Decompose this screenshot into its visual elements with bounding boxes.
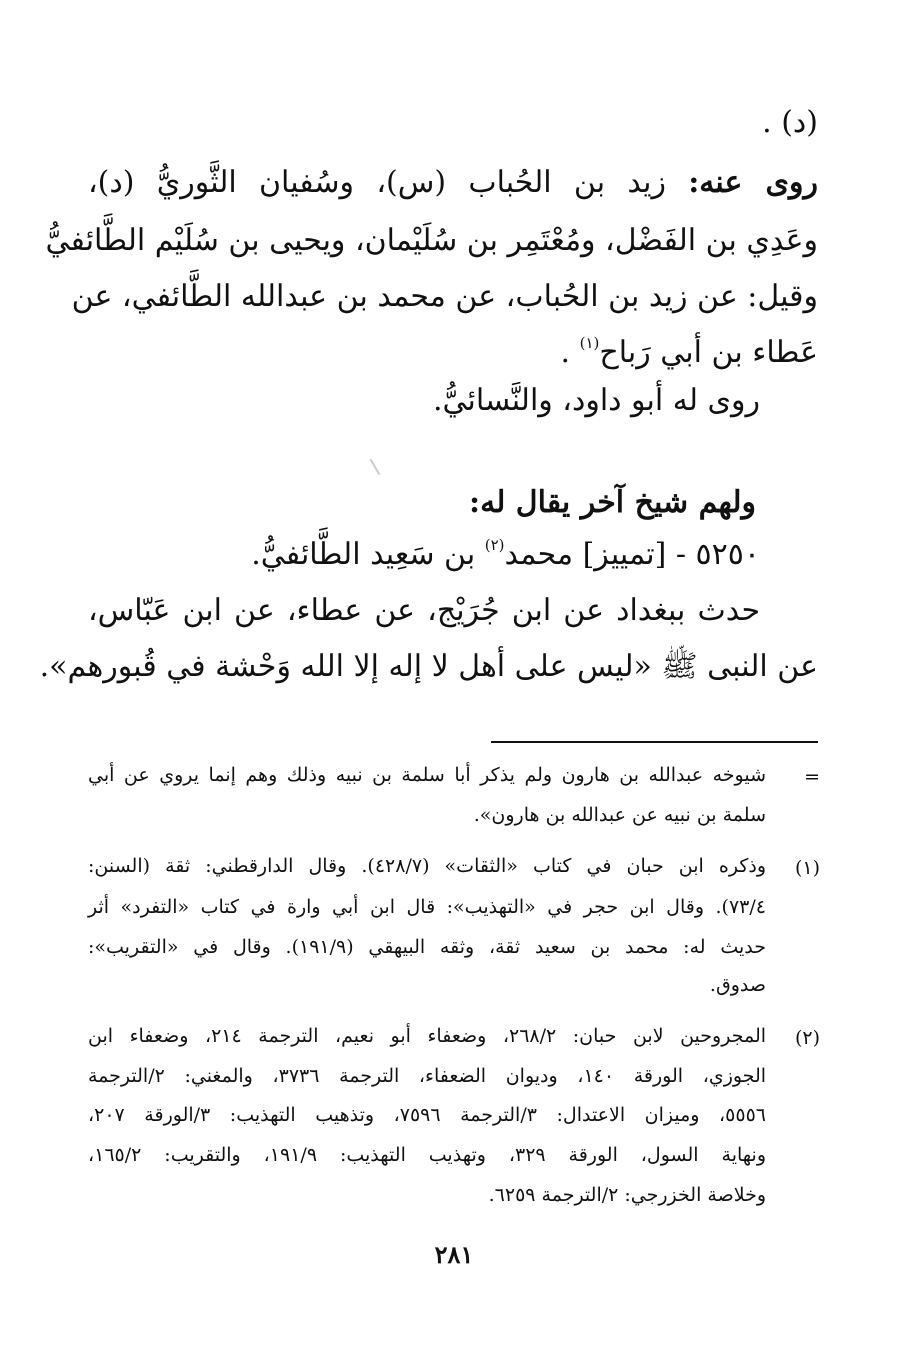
text-line-2	[88, 165, 818, 200]
text-line-5	[560, 334, 818, 370]
footnote-separator	[491, 741, 818, 743]
entry-number: ٥٢٥٠ - [تمييز] محمد	[504, 537, 760, 572]
footnote-1-line-4: صدوق.	[709, 974, 766, 996]
footnote-cont-line-2: سلمة بن نبيه عن عبدالله بن هارون».	[473, 804, 766, 826]
scan-speck	[370, 459, 381, 476]
text-line-4: وقيل: عن زيد بن الحُباب، عن محمد بن عبدالله الطَّائفي، عن	[71, 279, 818, 314]
footnote-cont-line-1: شيوخه عبدالله بن هارون ولم يذكر أبا سلمة بن نبيه وذلك وهم إنما يروي عن أبي	[88, 764, 766, 786]
footnote-2-line-1: المجروحين لابن حبان: ٢٦٨/٢، وضعفاء أبو نعيم، الترجمة ٢١٤، وضعفاء ابن	[88, 1025, 767, 1047]
page-number: ٢٨١	[434, 1240, 474, 1269]
footnote-ref-1: (١)	[579, 334, 600, 352]
section-heading: ولهم شيخ آخر يقال له:	[469, 485, 756, 520]
text-line-6: روى له أبو داود، والنَّسائيُّ.	[432, 383, 760, 418]
text-line-9: حدث ببغداد عن ابن جُرَيْج، عن عطاء، عن ابن عَبّاس،	[88, 593, 760, 628]
footnote-2-line-2: الجوزي، الورقة ١٤٠، وديوان الضعفاء، الترجمة ٣٧٣٦، والمغني: ٢/الترجمة	[88, 1065, 767, 1087]
footnote-ref-2: (٢)	[484, 536, 505, 554]
footnote-1-line-1: وذكره ابن حبان في كتاب «الثقات» (٤٢٨/٧). وقال الدارقطني: ثقة (السنن:	[88, 855, 766, 877]
footnote-1-number: (١)	[794, 857, 820, 879]
entry-rest: بن سَعِيد الطَّائفيُّ.	[251, 537, 485, 572]
footnote-1-line-2: ٧٣/٤). وقال ابن حجر في «التهذيب»: قال ابن أبي وارة في كتاب «التفرد» أثر	[88, 896, 766, 918]
narrators-text: زيد بن الحُباب (س)، وسُفيان الثَّوريُّ (د)،	[88, 165, 689, 200]
text-line-1: (د) .	[762, 105, 818, 140]
footnote-1-line-3: حديث له: محمد بن سعيد ثقة، وثقه البيهقي (١٩١/٩). وقال في «التقريب»:	[88, 936, 766, 958]
footnote-2-line-4: ونهاية السول، الورقة ٣٢٩، وتهذيب التهذيب: ١٩١/٩، والتقريب: ١٦٥/٢،	[88, 1144, 766, 1166]
entry-line	[251, 536, 760, 572]
text-line-5-end: .	[560, 335, 580, 370]
footnote-2-line-3: ٥٥٥٦، وميزان الاعتدال: ٣/الترجمة ٧٥٩٦، وتذهيب التهذيب: ٣/الورقة ٢٠٧،	[88, 1104, 766, 1126]
footnote-2-number: (٢)	[794, 1027, 820, 1049]
text-line-5-text: عَطاء بن أبي رَباح	[599, 335, 818, 370]
text-line-10: عن النبى ﷺ «ليس على أهل لا إله إلا الله وَحْشة في قُبورهم».	[39, 649, 818, 684]
narrators-label: روى عنه:	[688, 165, 818, 200]
footnote-2-line-5: وخلاصة الخزرجي: ٢/الترجمة ٦٢٥٩.	[488, 1184, 766, 1206]
text-line-3: وعَدِي بن الفَضْل، ومُعْتَمِر بن سُلَيْمان، ويحيى بن سُلَيْم الطَّائفيُّ	[45, 223, 818, 258]
continuation-marker: =	[804, 766, 820, 788]
